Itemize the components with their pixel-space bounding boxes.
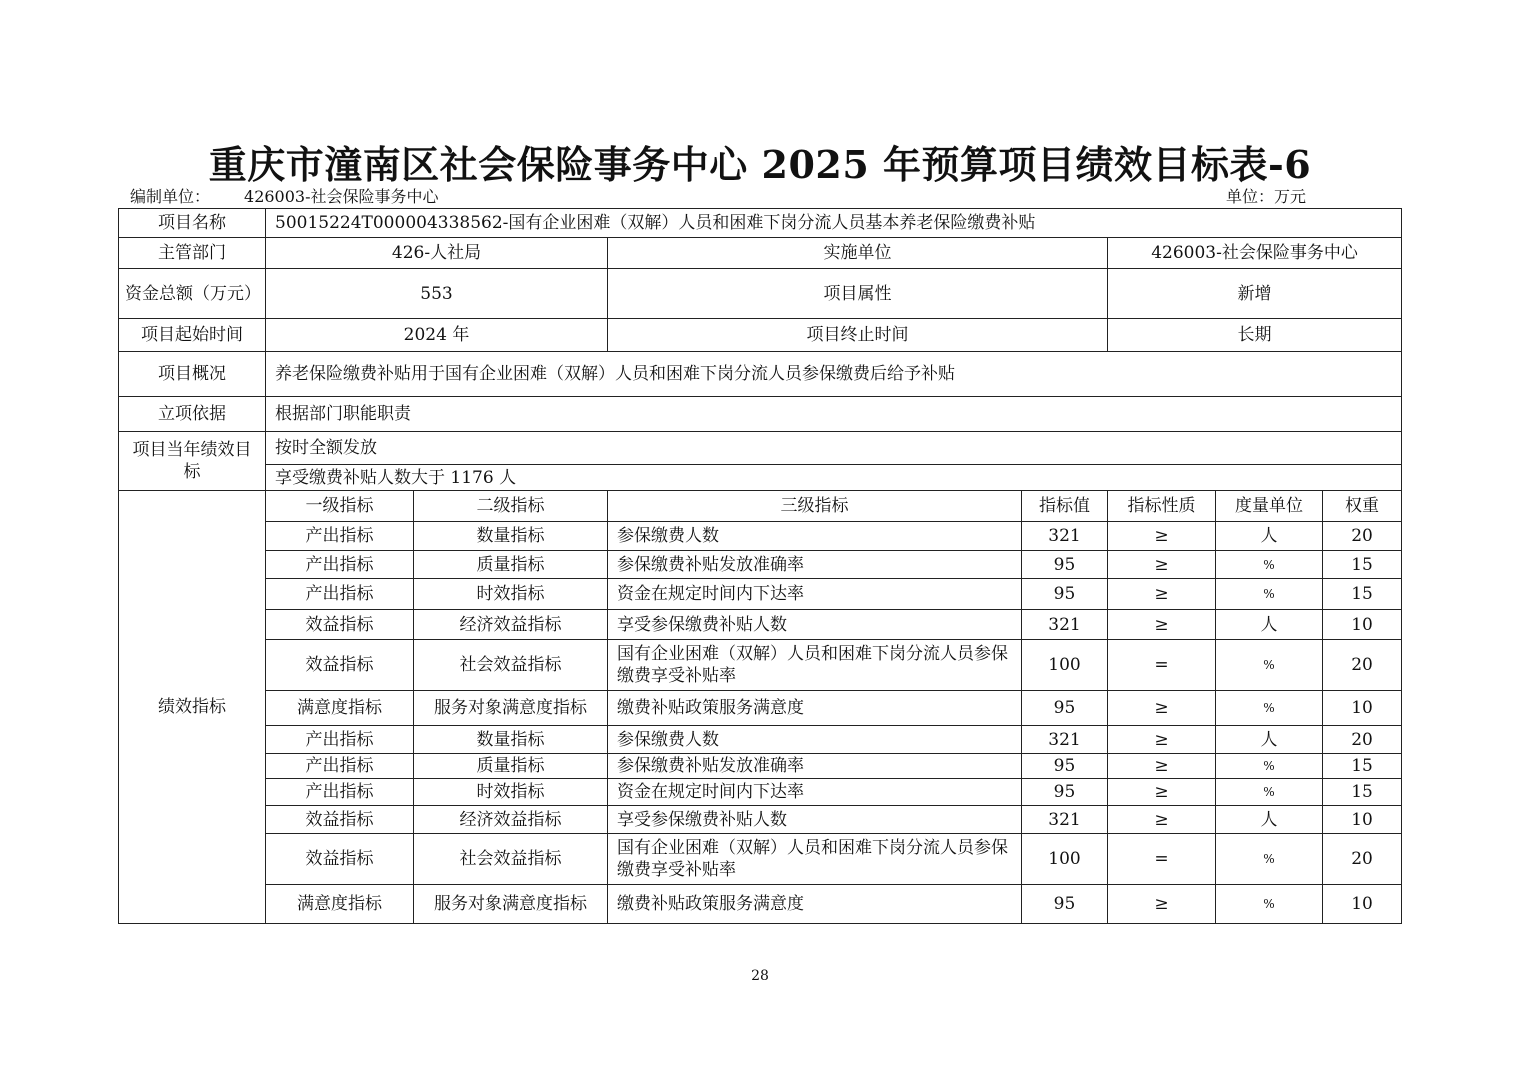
project-name-label: 项目名称 xyxy=(119,209,266,238)
indicator-row xyxy=(119,640,1402,691)
indicator-level3: 享受参保缴费补贴人数 xyxy=(608,610,1022,640)
indicator-level2: 数量指标 xyxy=(414,726,608,754)
indicator-level2: 社会效益指标 xyxy=(414,640,608,691)
indicator-level1: 产出指标 xyxy=(266,551,414,579)
annual-goal-item: 按时全额发放 xyxy=(266,432,1402,465)
annual-goal-label: 项目当年绩效目标 xyxy=(119,432,266,491)
indicator-level1: 效益指标 xyxy=(266,806,414,834)
project-attr-label: 项目属性 xyxy=(608,269,1108,319)
indicator-value: 95 xyxy=(1022,779,1108,806)
indicator-value: 321 xyxy=(1022,806,1108,834)
indicator-level3: 资金在规定时间内下达率 xyxy=(608,579,1022,610)
indicator-unit: 人 xyxy=(1216,522,1323,551)
indicators-section-label: 绩效指标 xyxy=(119,491,266,924)
indicator-weight: 20 xyxy=(1323,640,1402,691)
indicator-level3: 参保缴费补贴发放准确率 xyxy=(608,551,1022,579)
basis-value: 根据部门职能职责 xyxy=(266,397,1402,432)
end-time-value: 长期 xyxy=(1108,319,1402,352)
header-nature: 指标性质 xyxy=(1108,491,1216,522)
indicator-level2: 社会效益指标 xyxy=(414,834,608,885)
row-goal-1 xyxy=(119,432,1402,465)
indicator-row xyxy=(119,726,1402,754)
indicator-nature: ≥ xyxy=(1108,551,1216,579)
indicator-weight: 15 xyxy=(1323,551,1402,579)
indicator-level3: 参保缴费人数 xyxy=(608,522,1022,551)
indicator-level2: 时效指标 xyxy=(414,579,608,610)
indicator-level2: 经济效益指标 xyxy=(414,806,608,834)
row-funds xyxy=(119,269,1402,319)
impl-unit-value: 426003-社会保险事务中心 xyxy=(1108,238,1402,269)
indicator-level3: 国有企业困难（双解）人员和困难下岗分流人员参保缴费享受补贴率 xyxy=(608,834,1022,885)
indicator-header-row xyxy=(119,491,1402,522)
indicator-level1: 效益指标 xyxy=(266,640,414,691)
indicator-unit: % xyxy=(1216,551,1323,579)
indicator-weight: 10 xyxy=(1323,610,1402,640)
indicator-unit: % xyxy=(1216,779,1323,806)
performance-target-table xyxy=(118,208,1402,924)
start-time-label: 项目起始时间 xyxy=(119,319,266,352)
indicator-row xyxy=(119,885,1402,924)
compiler-unit-label: 编制单位： xyxy=(130,187,211,206)
indicator-nature: ≥ xyxy=(1108,726,1216,754)
indicator-level2: 时效指标 xyxy=(414,779,608,806)
indicator-row xyxy=(119,579,1402,610)
indicator-value: 100 xyxy=(1022,640,1108,691)
compiler-unit-value: 426003-社会保险事务中心 xyxy=(244,187,439,206)
indicator-level1: 产出指标 xyxy=(266,522,414,551)
end-time-label: 项目终止时间 xyxy=(608,319,1108,352)
indicator-level1: 产出指标 xyxy=(266,726,414,754)
indicator-unit: % xyxy=(1216,579,1323,610)
indicator-level2: 服务对象满意度指标 xyxy=(414,885,608,924)
indicator-row xyxy=(119,610,1402,640)
indicator-level3: 缴费补贴政策服务满意度 xyxy=(608,691,1022,726)
indicator-level2: 质量指标 xyxy=(414,754,608,779)
indicator-nature: ≥ xyxy=(1108,691,1216,726)
currency-unit-value: 万元 xyxy=(1274,187,1307,206)
indicator-level1: 产出指标 xyxy=(266,754,414,779)
indicator-value: 95 xyxy=(1022,885,1108,924)
indicator-weight: 15 xyxy=(1323,779,1402,806)
dept-label: 主管部门 xyxy=(119,238,266,269)
impl-unit-label: 实施单位 xyxy=(608,238,1108,269)
indicator-row xyxy=(119,806,1402,834)
row-overview xyxy=(119,352,1402,397)
indicator-nature: ≥ xyxy=(1108,522,1216,551)
indicator-row xyxy=(119,779,1402,806)
indicator-weight: 15 xyxy=(1323,754,1402,779)
indicator-level1: 效益指标 xyxy=(266,610,414,640)
indicator-weight: 20 xyxy=(1323,726,1402,754)
indicator-value: 95 xyxy=(1022,579,1108,610)
row-department xyxy=(119,238,1402,269)
indicator-weight: 10 xyxy=(1323,885,1402,924)
header-level3: 三级指标 xyxy=(608,491,1022,522)
indicator-row xyxy=(119,522,1402,551)
project-name-value: 50015224T000004338562-国有企业困难（双解）人员和困难下岗分流人员基本养老保险缴费补贴 xyxy=(266,209,1402,238)
indicator-unit: % xyxy=(1216,691,1323,726)
indicator-weight: 20 xyxy=(1323,834,1402,885)
header-weight: 权重 xyxy=(1323,491,1402,522)
start-time-value: 2024 年 xyxy=(266,319,608,352)
indicator-weight: 10 xyxy=(1323,691,1402,726)
funds-label: 资金总额（万元） xyxy=(119,269,266,319)
basis-label: 立项依据 xyxy=(119,397,266,432)
annual-goal-item: 享受缴费补贴人数大于 1176 人 xyxy=(266,465,1402,491)
indicator-value: 321 xyxy=(1022,726,1108,754)
header-unit: 度量单位 xyxy=(1216,491,1323,522)
indicator-unit: % xyxy=(1216,640,1323,691)
indicator-level3: 缴费补贴政策服务满意度 xyxy=(608,885,1022,924)
indicator-row xyxy=(119,834,1402,885)
indicator-level2: 质量指标 xyxy=(414,551,608,579)
indicator-level1: 效益指标 xyxy=(266,834,414,885)
indicator-nature: = xyxy=(1108,640,1216,691)
project-attr-value: 新增 xyxy=(1108,269,1402,319)
indicator-level1: 满意度指标 xyxy=(266,885,414,924)
indicator-nature: ≥ xyxy=(1108,779,1216,806)
indicator-nature: = xyxy=(1108,834,1216,885)
indicator-level2: 经济效益指标 xyxy=(414,610,608,640)
indicator-level3: 资金在规定时间内下达率 xyxy=(608,779,1022,806)
indicator-weight: 20 xyxy=(1323,522,1402,551)
row-period xyxy=(119,319,1402,352)
indicator-level1: 满意度指标 xyxy=(266,691,414,726)
indicator-level3: 参保缴费人数 xyxy=(608,726,1022,754)
indicator-weight: 15 xyxy=(1323,579,1402,610)
indicator-row xyxy=(119,551,1402,579)
indicator-value: 100 xyxy=(1022,834,1108,885)
indicator-row xyxy=(119,691,1402,726)
header-value: 指标值 xyxy=(1022,491,1108,522)
currency-unit-label: 单位： xyxy=(1226,187,1275,206)
page-number: 28 xyxy=(751,968,769,984)
indicator-nature: ≥ xyxy=(1108,579,1216,610)
overview-value: 养老保险缴费补贴用于国有企业困难（双解）人员和困难下岗分流人员参保缴费后给予补贴 xyxy=(266,352,1402,397)
currency-unit xyxy=(1226,184,1306,207)
indicator-unit: % xyxy=(1216,754,1323,779)
indicator-unit: % xyxy=(1216,834,1323,885)
indicator-unit: % xyxy=(1216,885,1323,924)
indicator-value: 95 xyxy=(1022,691,1108,726)
document-title: 重庆市潼南区社会保险事务中心 2025 年预算项目绩效目标表-6 xyxy=(208,142,1312,187)
funds-value: 553 xyxy=(266,269,608,319)
indicator-value: 321 xyxy=(1022,610,1108,640)
indicator-value: 95 xyxy=(1022,754,1108,779)
indicator-unit: 人 xyxy=(1216,610,1323,640)
indicator-level3: 参保缴费补贴发放准确率 xyxy=(608,754,1022,779)
indicator-level2: 数量指标 xyxy=(414,522,608,551)
indicator-level1: 产出指标 xyxy=(266,579,414,610)
indicator-level3: 国有企业困难（双解）人员和困难下岗分流人员参保缴费享受补贴率 xyxy=(608,640,1022,691)
indicator-nature: ≥ xyxy=(1108,806,1216,834)
indicator-unit: 人 xyxy=(1216,726,1323,754)
indicator-nature: ≥ xyxy=(1108,885,1216,924)
header-level1: 一级指标 xyxy=(266,491,414,522)
dept-value: 426-人社局 xyxy=(266,238,608,269)
indicator-unit: 人 xyxy=(1216,806,1323,834)
compiler-unit xyxy=(130,184,439,207)
indicator-level3: 享受参保缴费补贴人数 xyxy=(608,806,1022,834)
header-level2: 二级指标 xyxy=(414,491,608,522)
indicator-level2: 服务对象满意度指标 xyxy=(414,691,608,726)
row-basis xyxy=(119,397,1402,432)
indicator-weight: 10 xyxy=(1323,806,1402,834)
indicator-row xyxy=(119,754,1402,779)
indicator-value: 95 xyxy=(1022,551,1108,579)
row-project-name xyxy=(119,209,1402,238)
indicator-value: 321 xyxy=(1022,522,1108,551)
indicator-level1: 产出指标 xyxy=(266,779,414,806)
indicator-nature: ≥ xyxy=(1108,754,1216,779)
indicator-nature: ≥ xyxy=(1108,610,1216,640)
overview-label: 项目概况 xyxy=(119,352,266,397)
row-goal-2 xyxy=(119,465,1402,491)
